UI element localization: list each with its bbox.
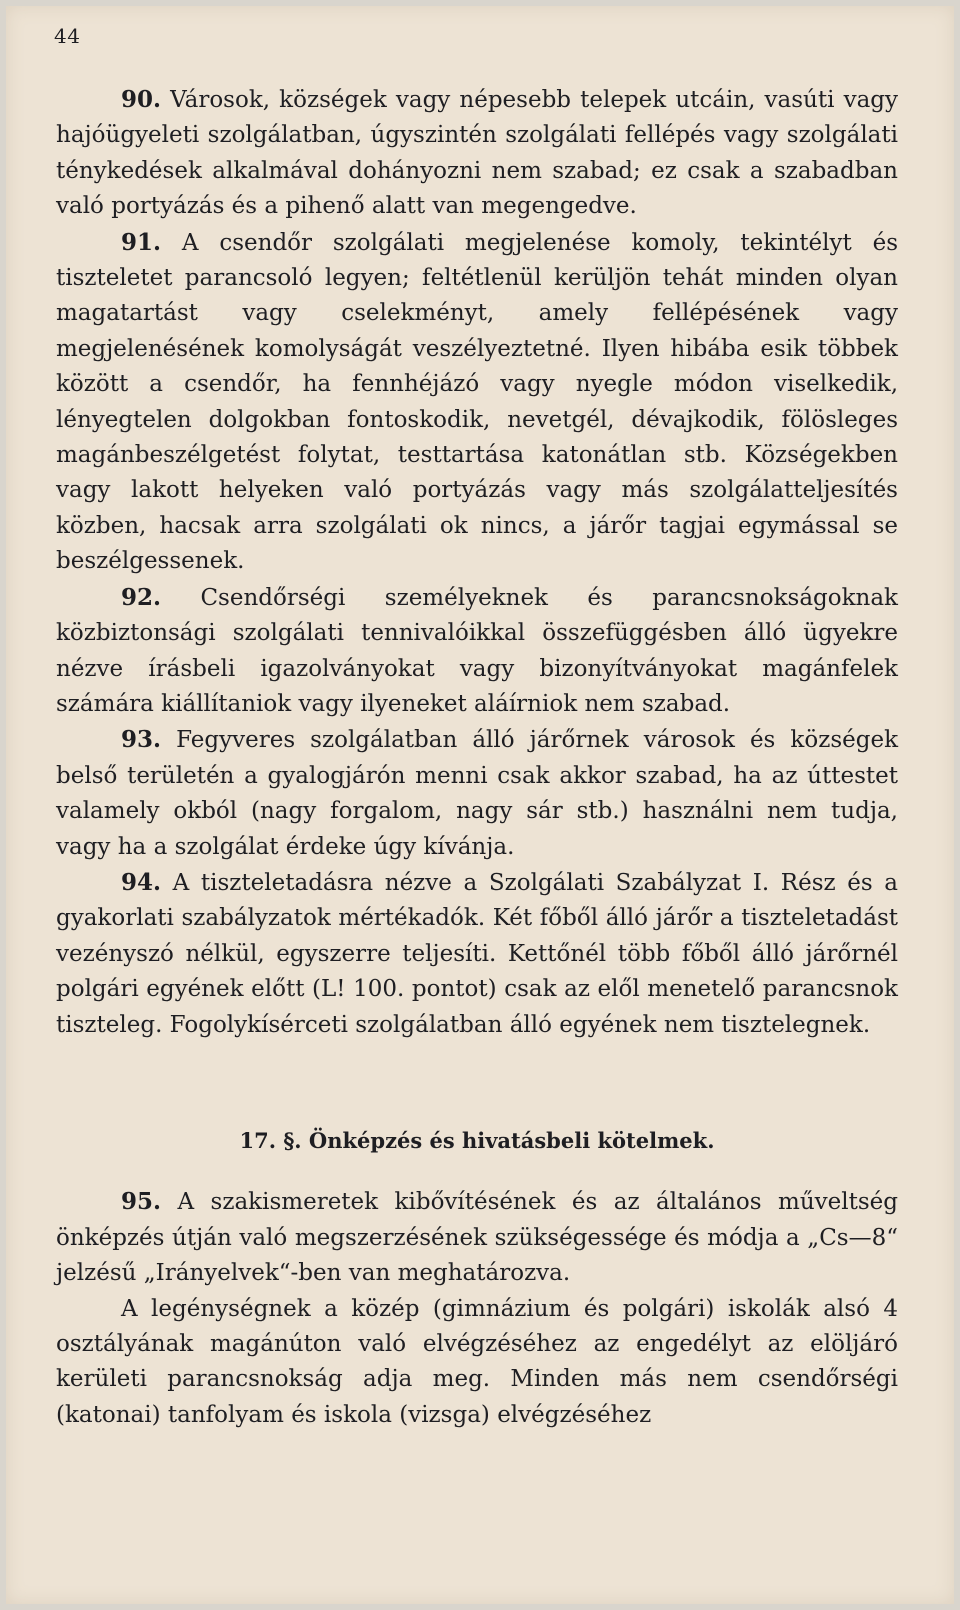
paragraph-95 [56,1184,898,1291]
paragraph-91 [56,225,898,580]
paragraph-number: 95. [121,1188,162,1216]
paragraph-text: Városok, községek vagy népesebb telepek utcáin, vasúti vagy hajóügyeleti szolgálatban, úgyszintén szolgálati fellépés vagy szolgálati ténykedések alkalmával dohányozni nem szabad; ez csak a szabadban való portyázás és a pihenő alatt van megengedve. [56,87,899,220]
section-heading: 17. §. Önképzés és hivatásbeli kötelmek. [239,1127,715,1153]
paragraph-number: 91. [121,228,162,256]
paragraph-text: Csendőrségi személyeknek és parancsnokságoknak közbiztonsági szolgálati tennivalóikkal összefüggésben álló ügyekre nézve írásbeli igazolványokat vagy bizonyítványokat magánfelek számára kiállítaniok vagy ilyeneket aláírniok nem szabad. [56,584,898,717]
paragraph-number: 92. [121,583,162,611]
paragraph-number: 90. [121,86,162,113]
paragraph-text: A csendőr szolgálati megjelenése komoly, tekintélyt és tiszteletet parancsoló legyen; feltétlenül kerüljön tehát minden olyan magatartást vagy cselekményt, amely fellépésének vagy megjelenésének komolyságát veszélyeztetné. Ilyen hibába esik többek között a csendőr, ha fennhéjázó vagy nyegle módon viselkedik, lényegtelen dolgokban fontoskodik, nevetgél, dévajkodik, fölösleges magánbeszélgetést folytat, testtartása katonátlan stb. Községekben vagy lakott helyeken való portyázás vagy más szolgálatteljesítés közben, hacsak arra szolgálati ok nincs, a járőr tagjai egymással se beszélgessenek. [56,229,899,575]
paragraph-92 [56,580,898,723]
paragraph-90 [56,82,898,225]
paragraph-number: 94. [121,868,162,896]
page-number: 44 [54,24,81,48]
paragraph-number: 93. [121,726,162,754]
document-page [6,6,954,1604]
paragraph-text: A szakismeretek kibővítésének és az általános műveltség önképzés útján való megszerzésének szükségessége és módja a „Cs—8“ jelzésű „Irányelvek“-ben van meghatározva. [56,1189,898,1287]
paragraph-text: Fegyveres szolgálatban álló járőrnek városok és községek belső területén a gyalogjárón menni csak akkor szabad, ha az úttestet valamely okból (nagy forgalom, nagy sár stb.) használni nem tudja, vagy ha a szolgálat érdeke úgy kívánja. [56,727,899,860]
paragraph-text: A tiszteletadásra nézve a Szolgálati Szabályzat I. Rész és a gyakorlati szabályzatok mértékadók. Két főből álló járőr a tiszteletadást vezényszó nélkül, egyszerre teljesíti. Kettőnél több főből álló járőrnél polgári egyének előtt (L! 100. pontot) csak az elől menetelő parancsnok tiszteleg. Fogolykísérceti szolgálatban álló egyének nem tisztelegnek. [56,869,899,1038]
body-text [56,82,898,1433]
paragraph-94 [56,865,898,1043]
paragraph-95-continued [56,1292,898,1434]
paragraph-93 [56,722,898,865]
paragraph-text: A legénységnek a közép (gimnázium és polgári) iskolák alsó 4 osztályának magánúton való elvégzéséhez az engedélyt az elöljáró kerületi parancsnokság adja meg. Minden más nem csendőrségi (katonai) tanfolyam és iskola (vizsga) elvégzéséhez [56,1295,898,1428]
